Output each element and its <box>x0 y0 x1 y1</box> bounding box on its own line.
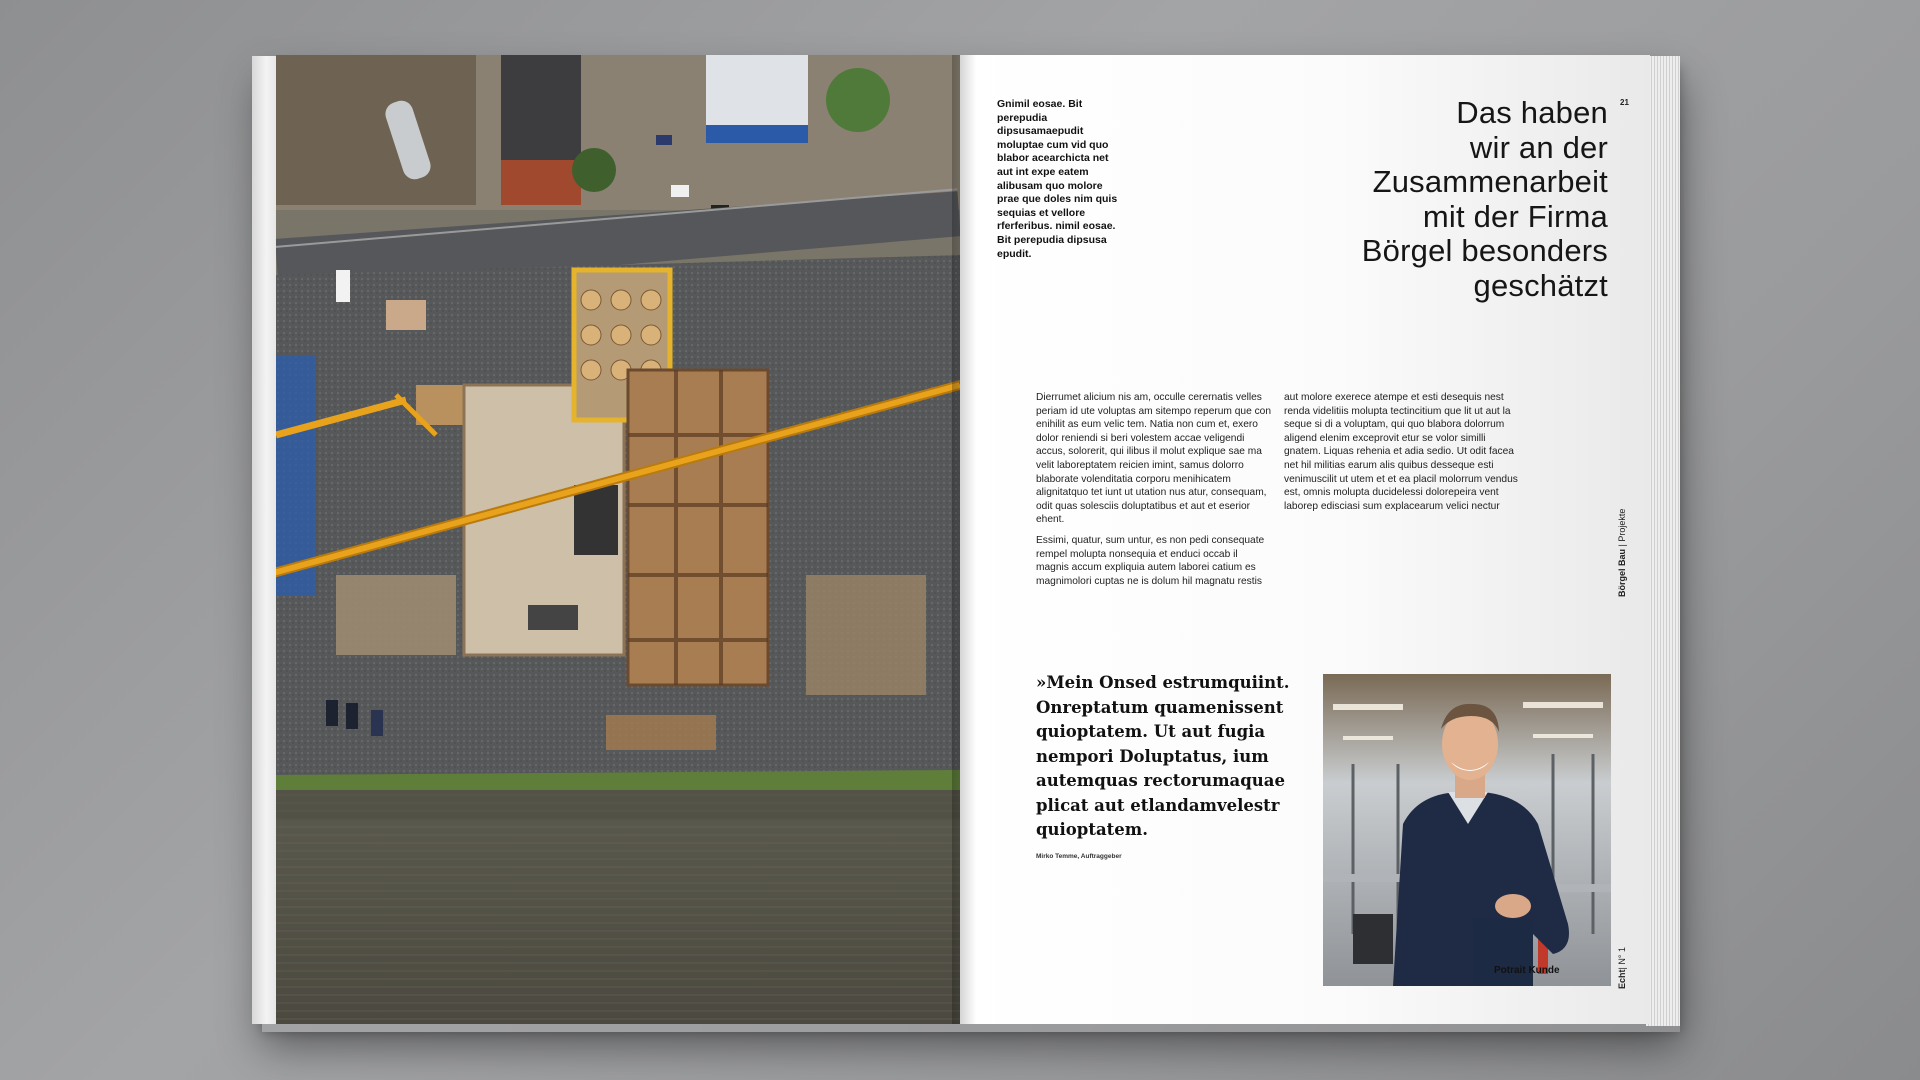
headline: Das haben wir an der Zusammenarbeit mit der Firma Börgel besonders geschätzt <box>1361 95 1608 303</box>
aerial-construction-photo <box>276 55 960 1024</box>
body-paragraph: Essimi, quatur, sum untur, es non pedi consequate rempel molupta nonsequia et enduci occab il magnis accum expliquia autem laborei catium es magnimolori cuptas ne is dolum hil magnatu restis <box>1036 534 1265 587</box>
quote-credit: Mirko Temme, Auftraggeber <box>1036 853 1122 860</box>
page-number: 21 <box>1620 98 1629 107</box>
body-paragraph: Dierrumet alicium nis am, occulle cerernatis velles periam id ute voluptas am sitempo reperum que con enihilit as eum velic tem. Natia non cum et, exero dolor reniendi si beri volestem accae veligendi accus, solorerit, qui ilibus il molut explique sae ma velit laboreptatem reicien imint, samus dolorro blaborate volenditatia corporu menihicatem alignitatquo tet iunt ut utation nus atur, consequam, odit quas solesciis doluptatibus et aut et eserior ehent. <box>1036 392 1271 526</box>
body-column-1 <box>1036 391 1272 595</box>
section-label: Börgel Bau | Projekte <box>1617 508 1627 597</box>
page-edge-left <box>252 56 276 1024</box>
body-column-2 <box>1284 391 1520 520</box>
dark-roof <box>501 55 581 175</box>
issue-label: Echt| N° 1 <box>1617 947 1627 989</box>
pull-quote: »Mein Onsed estrumquiint. Onreptatum quamenissent quioptatem. Ut aut fugia nempori Doluptatus, ium autemquas rectorumaquae plicat aut etlandamvelestr quioptatem. <box>1036 673 1290 839</box>
intro-paragraph: Gnimil eosae. Bit perepudia dipsusamaepudit moluptae cum vid quo blabor acearchicta net aut int expe eatem alibusam quo molore prae que doles nim quis sequias et vellore rferferibus. nimil eosae. Bit perepudia dipsusa epudit. <box>997 98 1118 260</box>
gutter-shadow <box>952 55 976 1024</box>
portrait-photo <box>1323 674 1611 986</box>
article-page <box>960 55 1650 1024</box>
page-stack-edge <box>1646 56 1680 1026</box>
body-paragraph: aut molore exerece atempe et esti desequis nest renda videlitiis molupta tectincitium que lit ut aut la seque si di a voluptam, qui quo blabora dolorrum aligend elenim exceprovit etur se volor similli gnatem. Liquas rehenia et adia sedio. Ut odit facea net hil militias earum alis quibus desseque esti venimuscilit ut utem et et ea placil molorrum vendus est, omnis molupta ducidelessi dolorepeira vent laborep edisciasi sum explacearum velici nectur <box>1284 392 1518 512</box>
portrait-caption: Potrait Kunde <box>1494 965 1560 976</box>
